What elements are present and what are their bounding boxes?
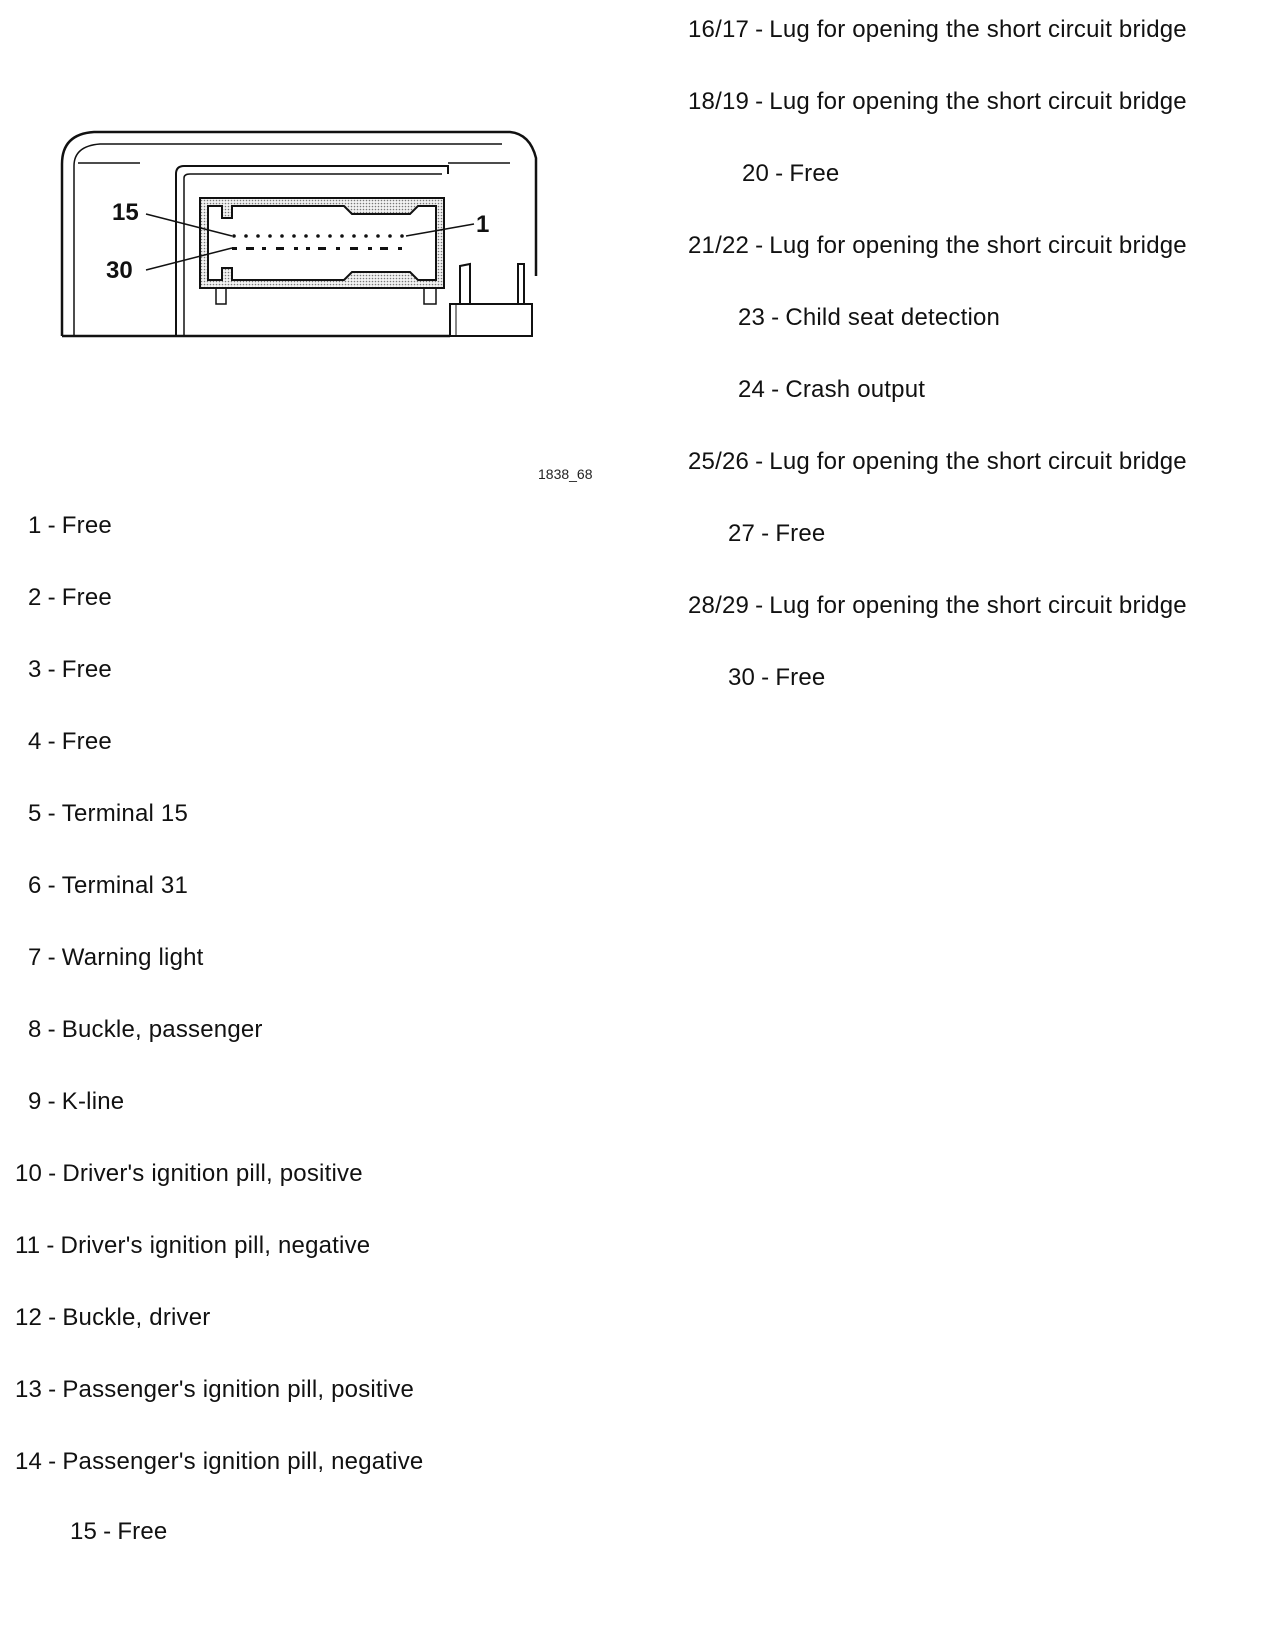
pin-label: Passenger's ignition pill, negative	[62, 1448, 424, 1475]
pin-number: 20	[742, 160, 770, 187]
list-item: 13 - Passenger's ignition pill, positive	[15, 1376, 415, 1403]
pin-number: 10	[15, 1160, 43, 1187]
list-item: 2 - Free	[28, 584, 112, 611]
pin-label: Crash output	[785, 376, 926, 403]
pin-label: Child seat detection	[785, 304, 1001, 331]
list-item: 28/29 - Lug for opening the short circuit bridge	[688, 592, 1187, 619]
pin-number: 4	[28, 728, 42, 755]
pin-label: Lug for opening the short circuit bridge	[769, 88, 1187, 115]
list-item: 9 - K-line	[28, 1088, 125, 1115]
pin-label: Free	[789, 160, 840, 187]
pin-label: Terminal 15	[61, 800, 189, 827]
pin-label: Lug for opening the short circuit bridge	[769, 592, 1187, 619]
pin-number: 9	[28, 1088, 42, 1115]
locking-tab	[460, 264, 470, 304]
pin-label: Lug for opening the short circuit bridge	[769, 232, 1187, 259]
figure-id: 1838_68	[538, 466, 593, 482]
list-item: 15 - Free	[70, 1518, 168, 1545]
pin-number: 6	[28, 872, 42, 899]
pin-label: Lug for opening the short circuit bridge	[769, 448, 1187, 475]
pin-label: Driver's ignition pill, negative	[60, 1232, 371, 1259]
list-item: 12 - Buckle, driver	[15, 1304, 211, 1331]
pin-label: Driver's ignition pill, positive	[62, 1160, 363, 1187]
list-item: 20 - Free	[742, 160, 840, 187]
list-item: 8 - Buckle, passenger	[28, 1016, 263, 1043]
list-item: 23 - Child seat detection	[738, 304, 1001, 331]
pin-number: 8	[28, 1016, 42, 1043]
pin-row-top	[232, 234, 404, 238]
pin-number: 28/29	[688, 592, 750, 619]
list-item: 10 - Driver's ignition pill, positive	[15, 1160, 363, 1187]
pin-number: 30	[728, 664, 756, 691]
pin-number: 23	[738, 304, 766, 331]
list-item: 21/22 - Lug for opening the short circuit bridge	[688, 232, 1187, 259]
pin-number: 15	[70, 1518, 98, 1545]
list-item: 30 - Free	[728, 664, 826, 691]
pin-number: 27	[728, 520, 756, 547]
pin-label: Passenger's ignition pill, positive	[62, 1376, 415, 1403]
list-item: 24 - Crash output	[738, 376, 926, 403]
pin-label: Terminal 31	[61, 872, 189, 899]
pin-number: 2	[28, 584, 42, 611]
pin-number: 11	[15, 1232, 41, 1259]
callout-1: 1	[476, 211, 490, 238]
list-item: 4 - Free	[28, 728, 112, 755]
pin-number: 21/22	[688, 232, 750, 259]
pin-label: Free	[117, 1518, 168, 1545]
pin-label: Free	[775, 520, 826, 547]
list-item: 1 - Free	[28, 512, 112, 539]
pin-number: 25/26	[688, 448, 750, 475]
list-item: 18/19 - Lug for opening the short circuit bridge	[688, 88, 1187, 115]
pin-number: 7	[28, 944, 42, 971]
list-item: 25/26 - Lug for opening the short circuit bridge	[688, 448, 1187, 475]
pin-number: 18/19	[688, 88, 750, 115]
list-item: 6 - Terminal 31	[28, 872, 189, 899]
list-item: 14 - Passenger's ignition pill, negative	[15, 1448, 424, 1475]
pin-label: Lug for opening the short circuit bridge	[769, 16, 1187, 43]
list-item: 27 - Free	[728, 520, 826, 547]
list-item: 16/17 - Lug for opening the short circuit bridge	[688, 16, 1187, 43]
pin-number: 5	[28, 800, 42, 827]
pin-number: 24	[738, 376, 766, 403]
list-item: 7 - Warning light	[28, 944, 204, 971]
callout-30: 30	[106, 257, 133, 284]
pin-number: 12	[15, 1304, 43, 1331]
pin-label: Free	[61, 512, 112, 539]
pin-label: Free	[61, 728, 112, 755]
list-item: 3 - Free	[28, 656, 112, 683]
pin-label: Free	[61, 584, 112, 611]
pin-label: Buckle, passenger	[61, 1016, 263, 1043]
pin-label: K-line	[61, 1088, 125, 1115]
connector-diagram	[50, 118, 570, 358]
pin-number: 16/17	[688, 16, 750, 43]
pin-label: Warning light	[61, 944, 204, 971]
pin-label: Free	[775, 664, 826, 691]
pin-label: Buckle, driver	[62, 1304, 211, 1331]
pin-label: Free	[61, 656, 112, 683]
callout-15: 15	[112, 199, 139, 226]
pin-number: 13	[15, 1376, 43, 1403]
list-item: 11 - Driver's ignition pill, negative	[15, 1232, 371, 1259]
list-item: 5 - Terminal 15	[28, 800, 189, 827]
pin-number: 14	[15, 1448, 43, 1475]
pin-number: 1	[28, 512, 42, 539]
pin-number: 3	[28, 656, 42, 683]
